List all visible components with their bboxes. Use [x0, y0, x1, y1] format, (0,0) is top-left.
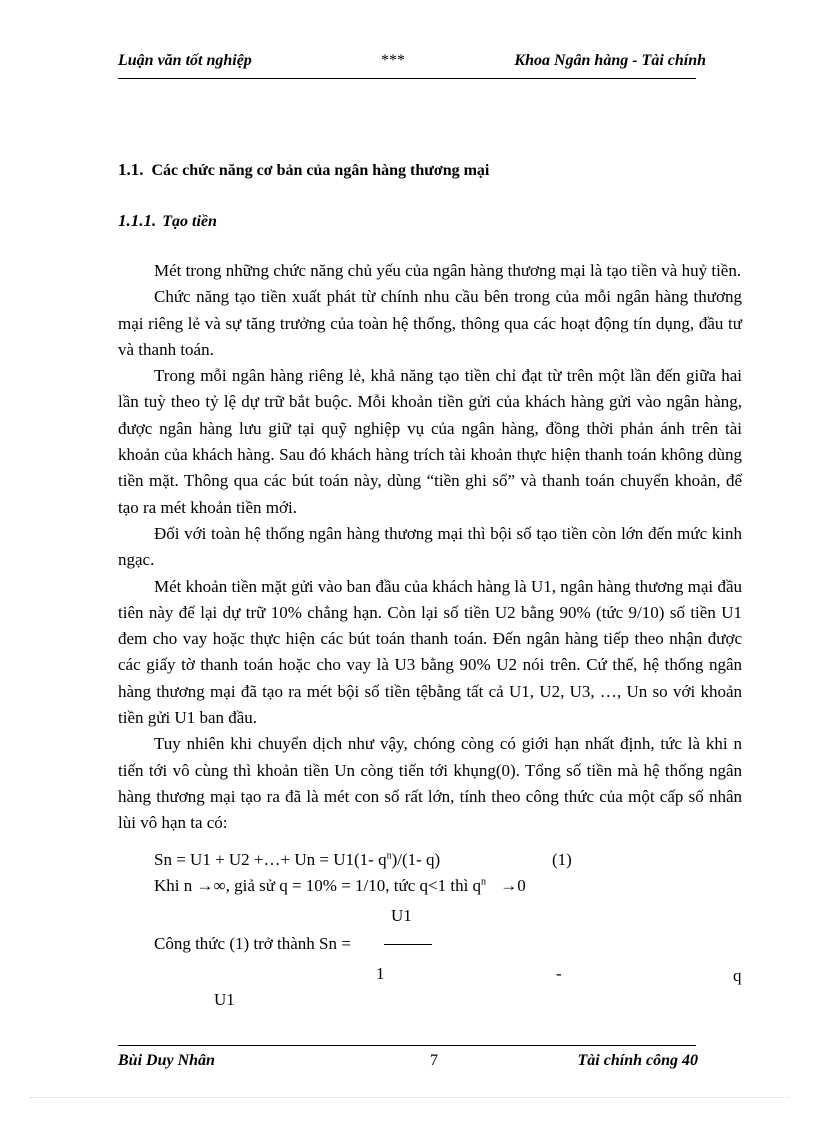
page-bottom-divider [30, 1097, 790, 1098]
header-faculty-label: Khoa Ngân hàng - Tài chính [514, 52, 706, 69]
subsection-number: 1.1.1. [118, 211, 157, 230]
fraction-bar [384, 944, 432, 945]
paragraph: Trong mỗi ngân hàng riêng lẻ, khả năng tạo tiền chỉ đạt từ trên một lần đến giữa hai lần tuỳ theo tỷ lệ dự trữ bắt buộc. Mỗi khoản tiền gửi của khách hàng gửi vào ngân hàng, được ngân hàng lưu giữ tại quỹ nghiệp vụ của ngân hàng, đồng thời phản ánh trên tài khoản của khách hàng. Sau đó khách hàng trích tài khoản thực hiện thanh toán không dùng tiền mặt. Thông qua các bút toán này, dùng “tiền ghi sổ” và thanh toán chuyển khoản, để tạo ra mét khoản tiền mới. [118, 366, 742, 517]
subsection-title: Tạo tiền [162, 213, 217, 230]
section-heading [118, 160, 489, 180]
body-text [118, 258, 742, 837]
section-number: 1.1. [118, 160, 144, 179]
formula-tail: U1 [214, 990, 235, 1009]
arrow-right-icon: → [500, 876, 518, 895]
footer-course: Tài chính công 40 [577, 1052, 698, 1069]
header-rule [118, 78, 696, 79]
paragraph: Mét trong những chức năng chủ yếu của ngân hàng thương mại là tạo tiền và huỷ tiền. [154, 261, 742, 280]
footer-author: Bùi Duy Nhân [118, 1052, 215, 1069]
paragraph: Tuy nhiên khi chuyển dịch như vậy, chóng còng có giới hạn nhất định, tức là khi n tiến tới vô cùng thì khoản tiền Un còng tiến tới khụng(0). Tổng số tiền mà hệ thống ngân hàng thương mại tạo ra đã là mét con số rất lớn, tính theo công thức của một cấp số nhân lùi vô hạn ta có: [118, 734, 742, 833]
denominator-q: q [733, 966, 742, 985]
formula-sum-exponent: n [386, 850, 392, 862]
limit-start: Khi n [154, 876, 193, 895]
page-header [118, 52, 706, 76]
header-thesis-label: Luận văn tốt nghiệp [118, 52, 252, 69]
formula-label: (1) [552, 850, 572, 869]
limit-middle: ∞, giả sử q = 10% = 1/10, tức q<1 thì q [213, 876, 482, 895]
page-footer [118, 1052, 698, 1076]
paragraph: Đối với toàn hệ thống ngân hàng thương mại thì bội số tạo tiền còn lớn đến mức kinh ngạc. [118, 523, 742, 570]
limit-end: 0 [517, 876, 526, 895]
formula-sum-rhs: )/(1- q) [391, 850, 441, 869]
limit-line [154, 876, 526, 896]
formula-intro: Công thức (1) trở thành Sn = [154, 934, 351, 953]
arrow-right-icon: → [196, 876, 214, 895]
formula-sum-lhs: Sn = U1 + U2 +…+ Un = U1(1- q [154, 850, 387, 869]
section-title: Các chức năng cơ bản của ngân hàng thương mại [151, 162, 490, 179]
header-separator: *** [381, 52, 405, 69]
paragraph: Chức năng tạo tiền xuất phát từ chính nhu cầu bên trong của mỗi ngân hàng thương mại riêng lẻ và sự tăng trưởng của toàn hệ thống, thông qua các hoạt động tín dụng, đầu tư và thanh toán. [118, 287, 742, 359]
formula-sum [154, 850, 440, 870]
paragraph: Mét khoản tiền mặt gửi vào ban đầu của khách hàng là U1, ngân hàng thương mại đầu tiên này để lại dự trữ 10% chẳng hạn. Còn lại số tiền U2 bằng 90% (tức 9/10) số tiền U1 đem cho vay hoặc thực hiện các bút toán thanh toán. Đến ngân hàng tiếp theo nhận được các giấy tờ thanh toán hoặc cho vay là U3 bằng 90% U2 nói trên. Cứ thế, hệ thống ngân hàng thương mại đã tạo ra mét bội số tiền tệbằng tất cả U1, U2, U3, …, Un so với khoản tiền gửi U1 ban đầu. [118, 576, 742, 728]
footer-rule [118, 1045, 696, 1046]
subsection-heading [118, 211, 217, 231]
denominator-one: 1 [376, 964, 385, 983]
footer-page-number: 7 [430, 1052, 438, 1069]
denominator-minus: - [556, 964, 562, 983]
fraction-numerator: U1 [391, 906, 412, 925]
limit-exponent: n [481, 876, 487, 888]
